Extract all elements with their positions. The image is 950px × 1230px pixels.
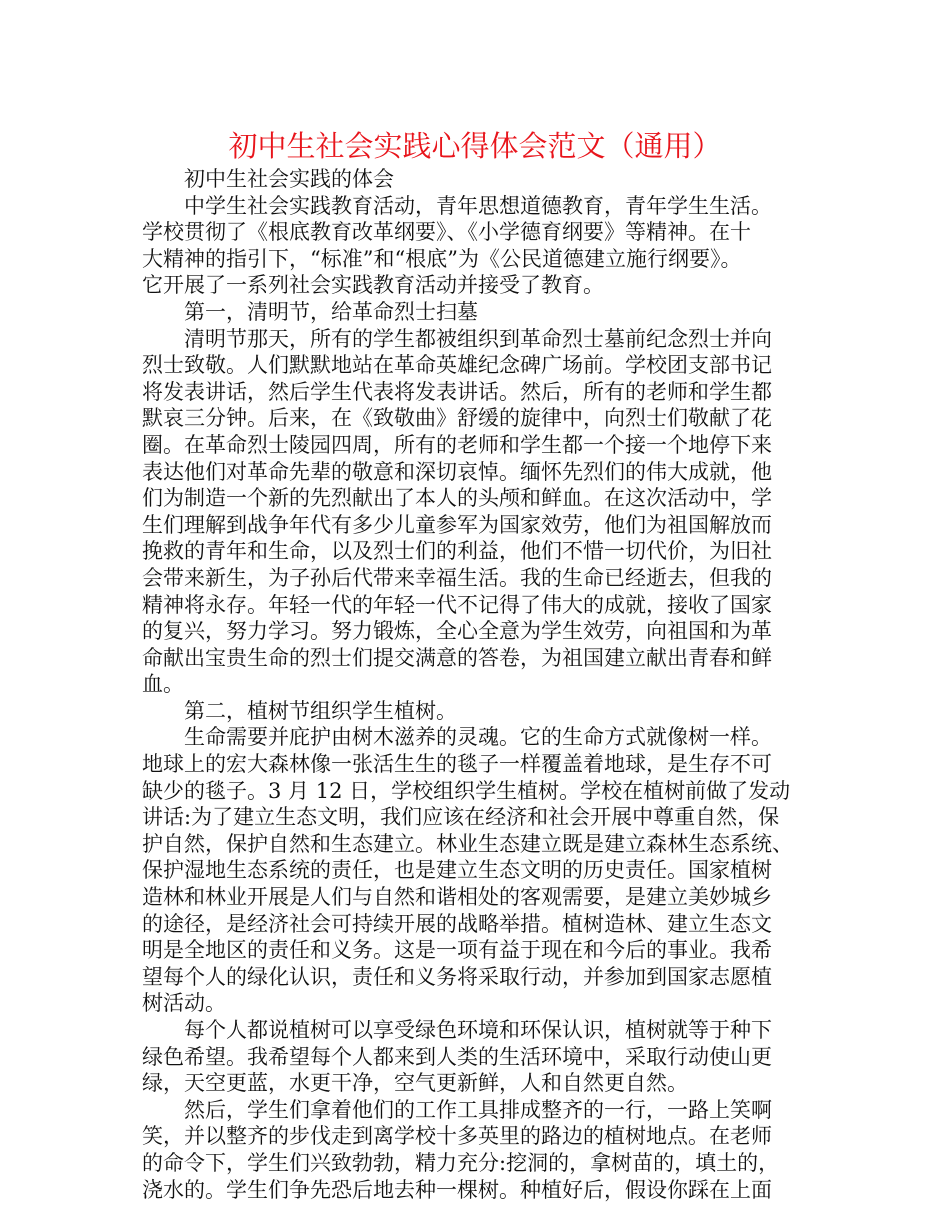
text-line: 圈。在革命烈士陵园四周，所有的老师和学生都一个接一个地停下来 — [142, 432, 772, 457]
text-line: 精神将永存。年轻一代的年轻一代不记得了伟大的成就，接收了国家 — [142, 592, 772, 617]
text-line: 每个人都说植树可以享受绿色环境和环保认识，植树就等于种下 — [184, 1018, 772, 1042]
text-line: 生们理解到战争年代有多少儿童参军为国家效劳，他们为祖国解放而 — [142, 512, 772, 537]
text-line: 们为制造一个新的先烈献出了本人的头颅和鲜血。在这次活动中，学 — [142, 486, 772, 511]
text-line: 命献出宝贵生命的烈士们提交满意的答卷，为祖国建立献出青春和鲜 — [142, 645, 772, 670]
text-line: 将发表讲话，然后学生代表将发表讲话。然后，所有的老师和学生都 — [142, 379, 772, 404]
text-line: 表达他们对革命先辈的敬意和深切哀悼。缅怀先烈们的伟大成就，他 — [142, 459, 772, 484]
text-line: 绿色希望。我希望每个人都来到人类的生活环境中，采取行动使山更 — [142, 1044, 772, 1069]
text-line: 笑，并以整齐的步伐走到离学校十多英里的路边的植树地点。在老师 — [142, 1124, 772, 1149]
text-line: 中学生社会实践教育活动，青年思想道德教育，青年学生生活。 — [184, 193, 772, 218]
text-line: 绿，天空更蓝，水更干净，空气更新鲜，人和自然更自然。 — [142, 1071, 688, 1096]
text-line: 讲话:为了建立生态文明，我们应该在经济和社会开展中尊重自然，保 — [142, 805, 780, 830]
text-line: 清明节那天，所有的学生都被组织到革命烈士墓前纪念烈士并向 — [184, 326, 772, 351]
text-line: 默哀三分钟。后来，在《致敬曲》舒缓的旋律中，向烈士们敬献了花 — [142, 406, 772, 431]
text-line: 第二，植树节组织学生植树。 — [184, 698, 457, 723]
text-line: 的命令下，学生们兴致勃勃，精力充分:挖洞的，拿树苗的，填土的， — [142, 1150, 780, 1175]
text-line: 初中生社会实践的体会 — [184, 167, 394, 191]
text-line: 生命需要并庇护由树木滋养的灵魂。它的生命方式就像树一样。 — [184, 725, 772, 750]
text-line: 浇水的。学生们争先恐后地去种一棵树。种植好后，假设你踩在上面 — [142, 1177, 772, 1202]
text-line: 血。 — [142, 672, 184, 697]
text-line: 烈士致敬。人们默默地站在革命英雄纪念碑广场前。学校团支部书记 — [142, 353, 772, 378]
document-title: 初中生社会实践心得体会范文（通用） — [228, 129, 722, 163]
text-line: 明是全地区的责任和义务。这是一项有益于现在和今后的事业。我希 — [142, 938, 772, 963]
text-line: 保护湿地生态系统的责任，也是建立生态文明的历史责任。国家植树 — [142, 858, 772, 883]
text-line: 缺少的毯子。3 月 12 日，学校组织学生植树。学校在植树前做了发动 — [142, 778, 791, 803]
text-line: 造林和林业开展是人们与自然和谐相处的客观需要，是建立美妙城乡 — [142, 885, 772, 910]
text-line: 望每个人的绿化认识，责任和义务将采取行动，并参加到国家志愿植 — [142, 964, 772, 989]
document-body — [142, 166, 812, 1203]
text-line: 挽救的青年和生命，以及烈士们的利益，他们不惜一切代价，为旧社 — [142, 539, 772, 564]
text-line: 它开展了一系列社会实践教育活动并接受了教育。 — [142, 273, 604, 298]
text-line: 会带来新生，为子孙后代带来幸福生活。我的生命已经逝去，但我的 — [142, 565, 772, 590]
text-line: 大精神的指引下，“标准”和“根底”为《公民道德建立施行纲要》。 — [142, 246, 742, 271]
text-line: 树活动。 — [142, 991, 226, 1016]
text-line: 的途径，是经济社会可持续开展的战略举措。植树造林、建立生态文 — [142, 911, 772, 936]
text-line: 学校贯彻了《根底教育改革纲要》、《小学德育纲要》等精神。在十 — [142, 220, 751, 245]
text-line: 护自然，保护自然和生态建立。林业生态建立既是建立森林生态系统、 — [142, 831, 793, 856]
text-line: 的复兴，努力学习。努力锻炼，全心全意为学生效劳，向祖国和为革 — [142, 619, 772, 644]
text-line: 第一，清明节，给革命烈士扫墓 — [184, 299, 478, 324]
text-line: 然后，学生们拿着他们的工作工具排成整齐的一行，一路上笑啊 — [184, 1097, 772, 1122]
text-line: 地球上的宏大森林像一张活生生的毯子一样覆盖着地球，是生存不可 — [142, 752, 772, 777]
